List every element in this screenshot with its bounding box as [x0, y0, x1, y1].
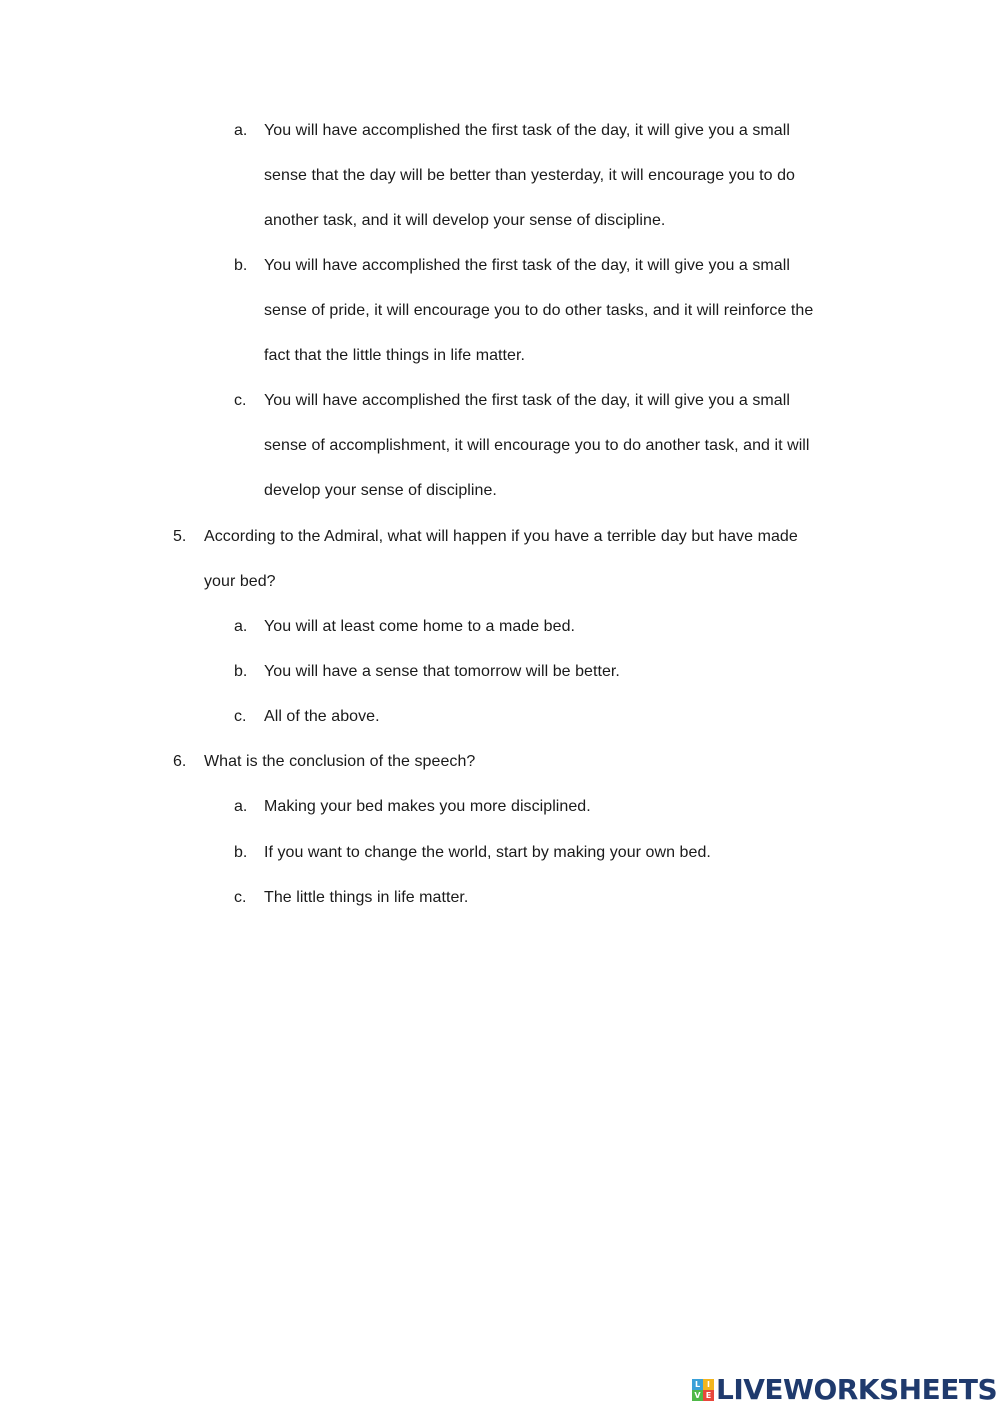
logo-letter-e: E	[703, 1390, 714, 1401]
option-marker: a.	[234, 798, 248, 815]
liveworksheets-logo-icon	[692, 1379, 714, 1401]
option-text-line: sense that the day will be better than yesterday, it will encourage you to do	[264, 167, 795, 184]
logo-letter-v: V	[692, 1390, 703, 1401]
option-text: If you want to change the world, start by making your own bed.	[264, 844, 711, 861]
option-text: All of the above.	[264, 708, 380, 725]
option-marker: a.	[234, 618, 248, 635]
question-text-line: your bed?	[204, 573, 276, 590]
question-number: 5.	[173, 528, 187, 545]
option-text-line: sense of pride, it will encourage you to do other tasks, and it will reinforce the	[264, 302, 814, 319]
option-marker: b.	[234, 844, 248, 861]
question-text-line: According to the Admiral, what will happen if you have a terrible day but have made	[204, 528, 798, 545]
option-text-line: fact that the little things in life matter.	[264, 347, 525, 364]
option-marker: c.	[234, 708, 247, 725]
option-text-line: You will have accomplished the first task of the day, it will give you a small	[264, 122, 790, 139]
option-text: You will have a sense that tomorrow will be better.	[264, 663, 620, 680]
option-text: Making your bed makes you more disciplined.	[264, 798, 591, 815]
logo-letter-i: I	[703, 1379, 714, 1390]
option-marker: c.	[234, 392, 247, 409]
option-text-line: develop your sense of discipline.	[264, 482, 497, 499]
option-marker: c.	[234, 889, 247, 906]
option-marker: b.	[234, 257, 248, 274]
option-text-line: sense of accomplishment, it will encourage you to do another task, and it will	[264, 437, 810, 454]
option-text: The little things in life matter.	[264, 889, 469, 906]
option-marker: b.	[234, 663, 248, 680]
logo-letter-l: L	[692, 1379, 703, 1390]
option-text-line: You will have accomplished the first task of the day, it will give you a small	[264, 392, 790, 409]
option-text: You will at least come home to a made bed.	[264, 618, 576, 635]
question-text-line: What is the conclusion of the speech?	[204, 753, 476, 770]
question-number: 6.	[173, 753, 187, 770]
liveworksheets-brand	[692, 1374, 997, 1406]
option-text-line: another task, and it will develop your sense of discipline.	[264, 212, 666, 229]
brand-name: LIVEWORKSHEETS	[716, 1373, 998, 1406]
option-marker: a.	[234, 122, 248, 139]
option-text-line: You will have accomplished the first task of the day, it will give you a small	[264, 257, 790, 274]
